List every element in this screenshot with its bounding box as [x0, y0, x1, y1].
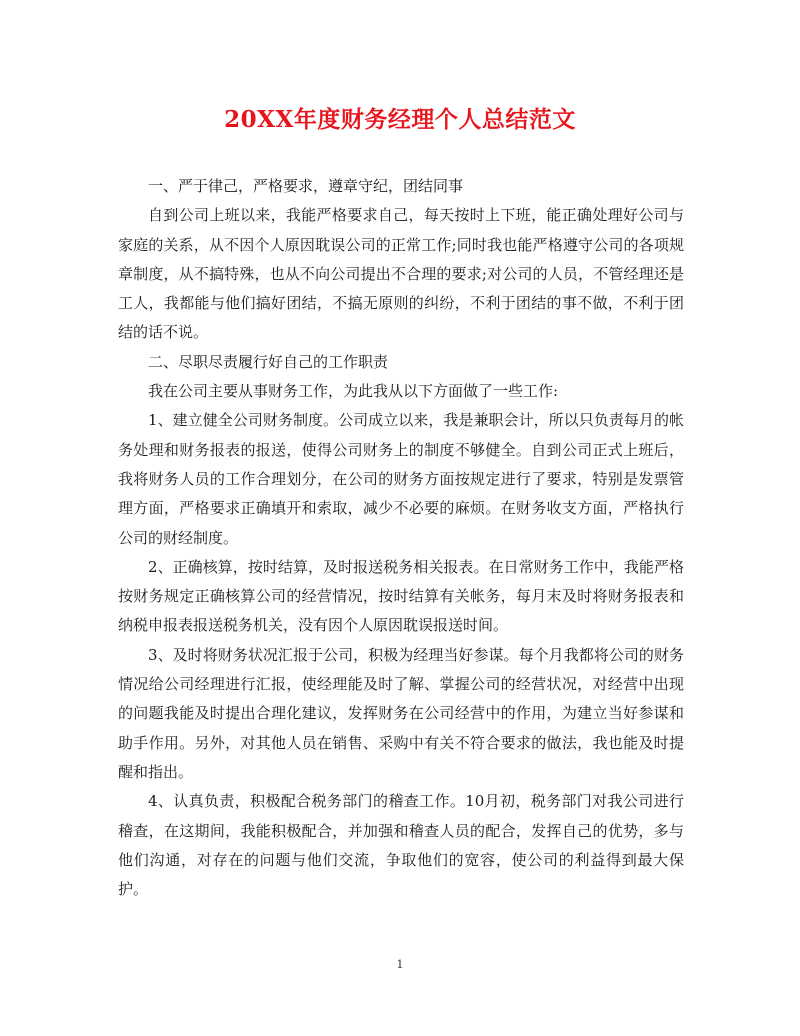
paragraph: 自到公司上班以来，我能严格要求自己，每天按时上下班，能正确处理好公司与家庭的关系，从不因个人原因耽误公司的正常工作;同时我也能严格遵守公司的各项规章制度，从不搞特殊，也从不向公司提出不合理的要求;对公司的人员，不管经理还是工人，我都能与他们搞好团结，不搞无原则的纠纷，不利于团结的事不做，不利于团结的话不说。	[118, 206, 684, 342]
paragraph: 4、认真负责，积极配合税务部门的稽查工作。10月初，税务部门对我公司进行稽查，在这期间，我能积极配合，并加强和稽查人员的配合，发挥自己的优势，多与他们沟通，对存在的问题与他们交流，争取他们的宽容，使公司的利益得到最大保护。	[118, 792, 684, 899]
section-heading-1: 一、严于律己，严格要求，遵章守纪，团结同事	[148, 177, 464, 195]
page-number: 1	[396, 958, 404, 971]
paragraph: 1、建立健全公司财务制度。公司成立以来，我是兼职会计，所以只负责每月的帐务处理和财务报表的报送，使得公司财务上的制度不够健全。自到公司正式上班后，我将财务人员的工作合理划分，在公司的财务方面按规定进行了要求，特别是发票管理方面，严格要求正确填开和索取，减少不必要的麻烦。在财务收支方面，严格执行公司的财经制度。	[118, 411, 684, 547]
document-title: 20XX年度财务经理个人总结范文	[224, 106, 576, 133]
document-body	[118, 172, 684, 904]
paragraph: 2、正确核算，按时结算，及时报送税务相关报表。在日常财务工作中，我能严格按财务规定正确核算公司的经营情况，按时结算有关帐务，每月末及时将财务报表和纳税申报表报送税务机关，没有因个人原因耽误报送时间。	[118, 557, 684, 635]
section-heading-2: 二、尽职尽责履行好自己的工作职责	[148, 352, 389, 371]
paragraph: 我在公司主要从事财务工作，为此我从以下方面做了一些工作:	[148, 382, 559, 401]
paragraph: 3、及时将财务状况汇报于公司，积极为经理当好参谋。每个月我都将公司的财务情况给公司经理进行汇报，使经理能及时了解、掌握公司的经营状况，对经营中出现的问题我能及时提出合理化建议，发挥财务在公司经营中的作用，为建立当好参谋和助手作用。另外，对其他人员在销售、采购中有关不符合要求的做法，我也能及时提醒和指出。	[118, 645, 684, 781]
